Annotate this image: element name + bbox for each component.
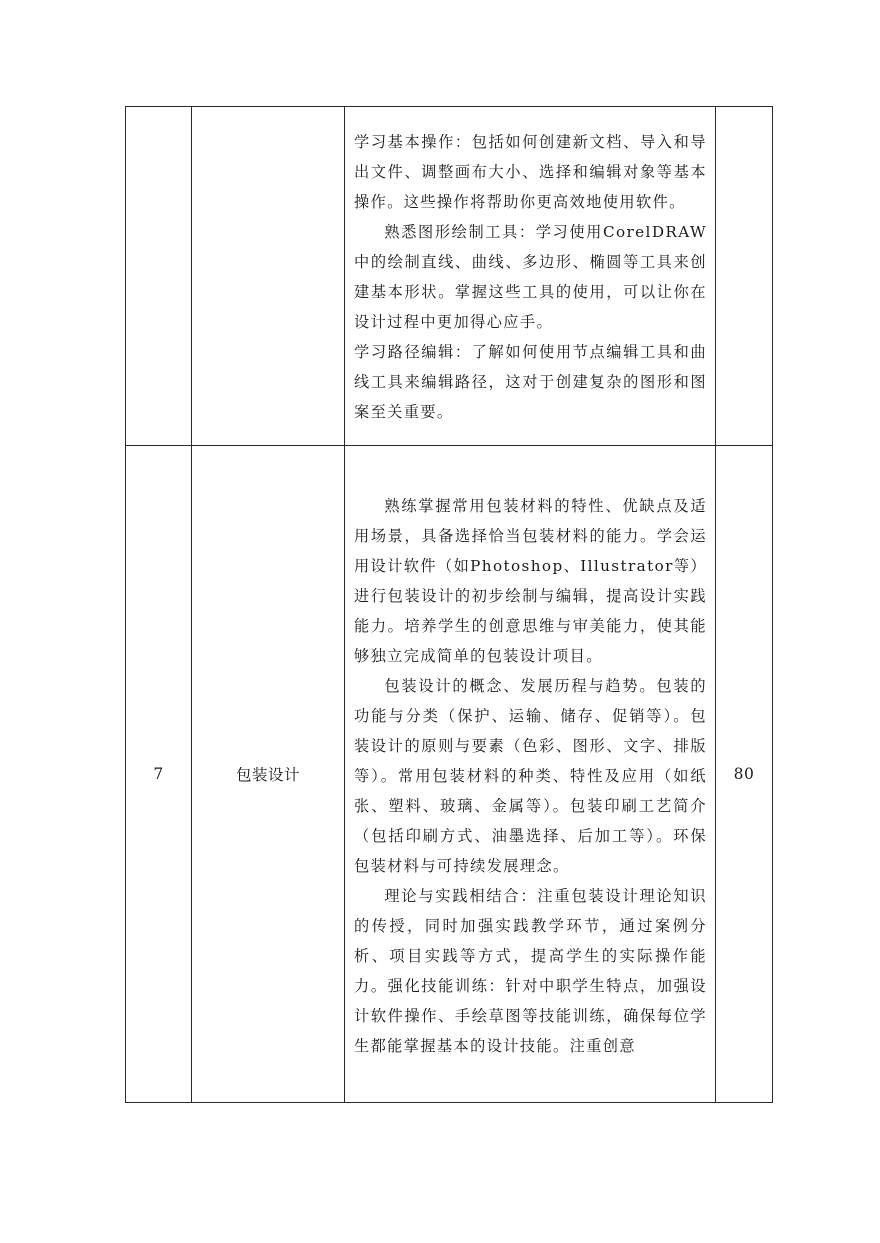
content-paragraph: 学习路径编辑：了解如何使用节点编辑工具和曲线工具来编辑路径，这对于创建复杂的图形和图案至关重要。 <box>354 343 707 421</box>
content-paragraph: 熟悉图形绘制工具：学习使用CorelDRAW中的绘制直线、曲线、多边形、椭圆等工具来创建基本形状。掌握这些工具的使用，可以让你在设计过程中更加得心应手。 <box>354 223 707 331</box>
cell-hours: 80 <box>716 446 773 1103</box>
cell-hours <box>716 107 773 446</box>
content-paragraph: 熟练掌握常用包装材料的特性、优缺点及适用场景，具备选择恰当包装材料的能力。学会运用设计软件（如Photoshop、Illustrator等）进行包装设计的初步绘制与编辑，提高设计实践能力。培养学生的创意思维与审美能力，使其能够独立完成简单的包装设计项目。 <box>354 497 707 665</box>
cell-number: 7 <box>126 446 192 1103</box>
content-block <box>345 121 715 431</box>
content-paragraph: 包装设计的概念、发展历程与趋势。包装的功能与分类（保护、运输、储存、促销等）。包装设计的原则与要素（色彩、图形、文字、排版等）。常用包装材料的种类、特性及应用（如纸张、塑料、玻璃、金属等）。包装印刷工艺简介（包括印刷方式、油墨选择、后加工等）。环保包装材料与可持续发展理念。 <box>354 677 707 875</box>
content-block <box>345 485 715 1063</box>
table-row <box>126 107 773 446</box>
cell-course: 包装设计 <box>192 446 345 1103</box>
cell-number <box>126 107 192 446</box>
cell-course <box>192 107 345 446</box>
content-paragraph: 理论与实践相结合：注重包装设计理论知识的传授，同时加强实践教学环节，通过案例分析、项目实践等方式，提高学生的实际操作能力。强化技能训练：针对中职学生特点，加强设计软件操作、手绘草图等技能训练，确保每位学生都能掌握基本的设计技能。注重创意 <box>354 887 707 1055</box>
cell-content <box>345 107 716 446</box>
course-table <box>125 106 773 1103</box>
content-paragraph: 学习基本操作：包括如何创建新文档、导入和导出文件、调整画布大小、选择和编辑对象等基本操作。这些操作将帮助你更高效地使用软件。 <box>354 133 707 211</box>
table-row <box>126 446 773 1103</box>
cell-content <box>345 446 716 1103</box>
